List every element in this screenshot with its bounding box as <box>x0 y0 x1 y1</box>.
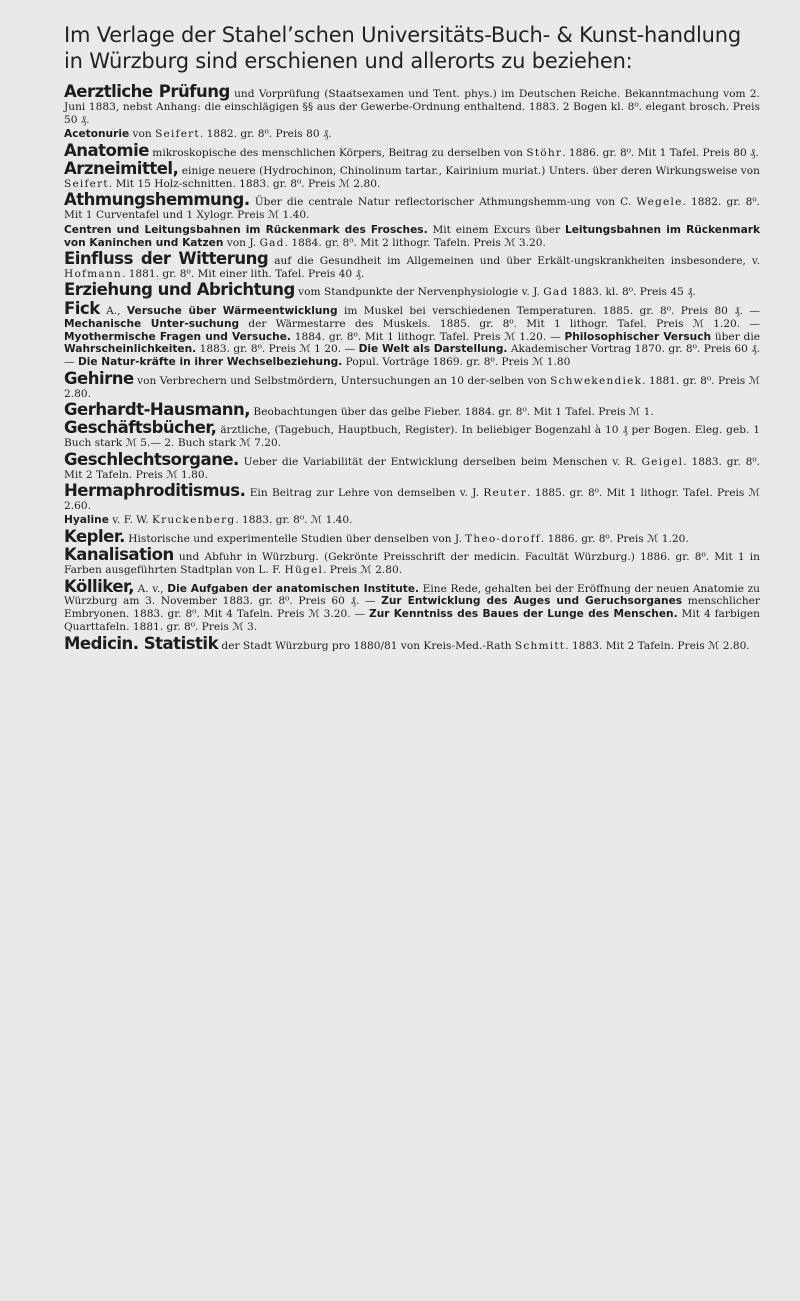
entry-author: Geigel <box>641 455 684 468</box>
entry-author: Hofmann <box>64 267 122 280</box>
entry-geschaeftsbuecher <box>64 420 760 450</box>
entry-author: Schmitt <box>514 639 566 652</box>
entry-keyword: Gerhardt-Hausmann, <box>64 400 251 420</box>
entry-keyword: Medicin. Statistik <box>64 633 219 653</box>
entry-gehirne <box>64 368 760 401</box>
entry-keyword: Fick <box>64 298 100 318</box>
entry-text: Historische und experimentelle Studien über denselben von J. <box>124 532 466 545</box>
entry-text: vom Standpunkte der Nervenphysiologie v. J. <box>294 286 544 299</box>
entry-athmungshemmung <box>64 192 760 222</box>
entry-author: Reuter <box>483 487 528 500</box>
entry-author: Theo-doroff <box>465 532 541 545</box>
entry-text: . 1883. Mit 2 Tafeln. Preis ℳ 2.80. <box>565 639 750 652</box>
entry-text: und Vorprüfung (Staatsexamen und Tent. phys.) im Deutschen Reiche. Bekanntmachung vom 2. Juni 1883, nebst Anhang: die einschlägigen §§ aus der Gewerbe-Ordnung enthaltend. 1883. 2 Bogen kl. 8⁰. elegant brosch. Preis 50 ₰. <box>64 88 760 126</box>
entry-text: . 1883. gr. 8⁰. Mit 2 Tafeln. Preis ℳ 1.80. <box>64 455 760 481</box>
entry-text: menschlicher Embryonen. 1883. gr. 8⁰. Mit 4 Tafeln. Preis ℳ 3.20. — <box>64 595 760 621</box>
entry-text: Popul. Vorträge 1869. gr. 8⁰. Preis ℳ 1.80 <box>342 356 571 369</box>
entry-hyaline <box>64 514 760 527</box>
entry-text: . 1886. gr. 8⁰. Mit 1 Tafel. Preis 80 ₰. <box>562 146 759 159</box>
entry-keyword: Gehirne <box>64 368 134 388</box>
entry-hermaphroditismus <box>64 483 760 513</box>
entry-erziehung <box>64 282 760 299</box>
entry-text: . 1884. gr. 8⁰. Mit 2 lithogr. Tafeln. Preis ℳ 3.20. <box>284 236 546 249</box>
entry-text: Akademischer Vortrag 1870. gr. 8⁰. Preis 60 ₰. — <box>64 343 760 369</box>
entry-keyword: Kanalisation <box>64 545 174 565</box>
entry-text: der Wärmestarre des Muskels. 1885. gr. 8⁰. Mit 1 lithogr. Tafel. Preis ℳ 1.20. — <box>239 317 760 330</box>
entry-keyword: Geschlechtsorgane. <box>64 449 239 469</box>
entry-keyword: Die Welt als Darstellung. <box>358 343 508 356</box>
entry-text: . 1881. gr. 8⁰. Mit einer lith. Tafel. Preis 40 ₰. <box>121 267 365 280</box>
entry-author: Seifert <box>155 128 200 141</box>
entry-text: A., <box>99 304 127 317</box>
entry-text: . 1883. gr. 8⁰. ℳ 1.40. <box>235 514 353 527</box>
entry-text: . Mit 15 Holz-schnitten. 1883. gr. 8⁰. Preis ℳ 2.80. <box>108 177 381 190</box>
entry-kanalisation <box>64 547 760 577</box>
entry-keyword: Arzneimittel, <box>64 159 179 179</box>
entry-keyword: Hermaphroditismus. <box>64 481 246 501</box>
entry-author: Schwekendiek <box>550 374 643 387</box>
entry-keyword: Leitungsbahnen im Rückenmark von Kaninchen und Katzen <box>64 223 760 249</box>
entry-keyword: Die Aufgaben der anatomischen Institute. <box>167 582 420 595</box>
entry-gerhardt-hausmann <box>64 402 760 419</box>
entry-acetonurie <box>64 128 760 141</box>
entry-keyword: Kölliker, <box>64 576 134 596</box>
entry-text: Mit einem Excurs über <box>427 223 565 236</box>
entry-text: Ueber die Variabilität der Entwicklung derselben beim Menschen v. R. <box>238 455 642 468</box>
entry-arzneimittel <box>64 161 760 191</box>
entry-text: 1883. gr. 8⁰. Preis ℳ 1 20. — <box>196 343 359 356</box>
entry-geschlechtsorgane <box>64 449 760 482</box>
entry-keyword: Erziehung und Abrichtung <box>64 280 295 300</box>
entry-text: der Stadt Würzburg pro 1880/81 von Kreis-Med.-Rath <box>218 639 515 652</box>
entry-aerztliche-pruefung <box>64 84 760 127</box>
entry-centren <box>64 224 760 250</box>
entry-keyword: Philosophischer Versuch <box>564 330 712 343</box>
entry-author: Gad <box>259 236 285 249</box>
entry-text: mikroskopische des menschlichen Körpers, Beitrag zu derselben von <box>148 146 527 159</box>
entry-text: . 1886. gr. 8⁰. Preis ℳ 1.20. <box>540 532 689 545</box>
entry-text: im Muskel bei verschiedenen Temperaturen. 1885. gr. 8⁰. Preis 80 ₰. — <box>337 304 761 317</box>
entry-author: Stöhr <box>526 146 563 159</box>
entry-keyword: Zur Kenntniss des Baues der Lunge des Menschen. <box>369 608 678 621</box>
entry-keyword: Centren und Leitungsbahnen im Rückenmark des Frosches. <box>64 223 428 236</box>
entry-author: Hügel <box>284 564 324 577</box>
entry-text: Über die centrale Natur reflectorischer Athmungshemm-ung von C. <box>249 196 637 209</box>
entry-keyword: Hyaline <box>64 514 109 527</box>
entry-fick <box>64 298 761 370</box>
entry-keyword: Wahrscheinlichkeiten. <box>64 343 197 356</box>
entry-text: . Preis ℳ 2.80. <box>323 564 403 577</box>
page-header: Im Verlage der Stahel’schen Universitäts-Buch- & Kunst-handlung in Würzburg sind erschienen und allerorts zu beziehen: <box>64 23 742 73</box>
entry-text: 1883. kl. 8⁰. Preis 45 ₰. <box>568 286 696 299</box>
entry-medicin-statistik <box>64 633 760 653</box>
entry-text: ärztliche, (Tagebuch, Hauptbuch, Register). In beliebiger Bogenzahl à 10 ₰ per Bogen. Eleg. geb. 1 Buch stark ℳ 5.— 2. Buch stark ℳ 7.20. <box>64 424 760 450</box>
entry-text: v. F. W. <box>108 514 152 527</box>
entry-text: . 1882. gr. 8⁰. Mit 1 Curventafel und 1 Xylogr. Preis ℳ 1.40. <box>64 196 760 222</box>
entry-author: Gad <box>543 286 569 299</box>
entry-keyword: Einfluss der Witterung <box>64 248 269 268</box>
entry-author: Kruckenberg <box>151 514 236 527</box>
entry-text: Eine Rede, gehalten bei der Eröffnung der neuen Anatomie zu Würzburg am 3. November 1883. gr. 8⁰. Preis 60 ₰. — <box>64 582 760 608</box>
entry-keyword: Myothermische Fragen und Versuche. <box>64 330 291 343</box>
entry-text: Beobachtungen über das gelbe Fieber. 1884. gr. 8⁰. Mit 1 Tafel. Preis ℳ 1. <box>250 406 654 419</box>
entry-text: Ein Beitrag zur Lehre von demselben v. J. <box>245 487 484 500</box>
entry-anatomie <box>64 140 760 160</box>
entry-keyword: Geschäftsbücher, <box>64 418 217 438</box>
entry-kepler <box>64 526 760 546</box>
entry-keyword: Mechanische Unter-suchung <box>64 317 240 330</box>
entry-einfluss <box>64 248 761 281</box>
entry-keyword: Versuche über Wärmeentwicklung <box>126 304 338 317</box>
entry-keyword: Acetonurie <box>64 128 130 141</box>
entry-koelliker <box>64 576 760 635</box>
entry-keyword: Aerztliche Prüfung <box>64 82 230 101</box>
entry-keyword: Athmungshemmung. <box>64 190 250 210</box>
entry-text: A. v., <box>134 582 168 595</box>
entry-keyword: Die Natur-kräfte in ihrer Wechselbeziehung. <box>77 356 343 369</box>
entry-text: und Abfuhr in Würzburg. (Gekrönte Preisschrift der medicin. Facultät Würzburg.) 1886. gr. 8⁰. Mit 1 in Farben ausgeführten Stadtplan von L. F. <box>64 551 760 577</box>
entry-keyword: Kepler. <box>64 526 125 546</box>
entry-text: . 1885. gr. 8⁰. Mit 1 lithogr. Tafel. Preis ℳ 2.60. <box>64 487 760 512</box>
entry-keyword: Zur Entwicklung des Auges und Geruchsorganes <box>381 595 683 608</box>
entry-text: . 1882. gr. 8⁰. Preis 80 ₰. <box>199 128 332 141</box>
entry-author: Wegele <box>636 196 683 209</box>
entry-author: Seifert <box>64 177 109 190</box>
entry-text: Mit 4 farbigen Quarttafeln. 1881. gr. 8⁰. Preis ℳ 3. <box>64 608 760 634</box>
entry-text: von J. <box>223 236 260 249</box>
entry-text: über die <box>711 330 760 343</box>
entry-text: von Verbrechern und Selbstmördern, Untersuchungen an 10 der-selben von <box>133 374 551 387</box>
entry-keyword: Anatomie <box>64 140 149 160</box>
entry-text: 1884. gr. 8⁰. Mit 1 lithogr. Tafel. Preis ℳ 1.20. — <box>290 330 565 343</box>
entry-text: von <box>129 128 156 141</box>
entry-text: auf die Gesundheit im Allgemeinen und über Erkält-ungskrankheiten insbesondere, v. <box>268 254 761 267</box>
entry-text: einige neuere (Hydrochinon, Chinolinum tartar., Kairinium muriat.) Unters. über deren Wirkungsweise von <box>178 165 760 178</box>
entry-text: . 1881. gr. 8⁰. Preis ℳ 2.80. <box>64 374 760 400</box>
